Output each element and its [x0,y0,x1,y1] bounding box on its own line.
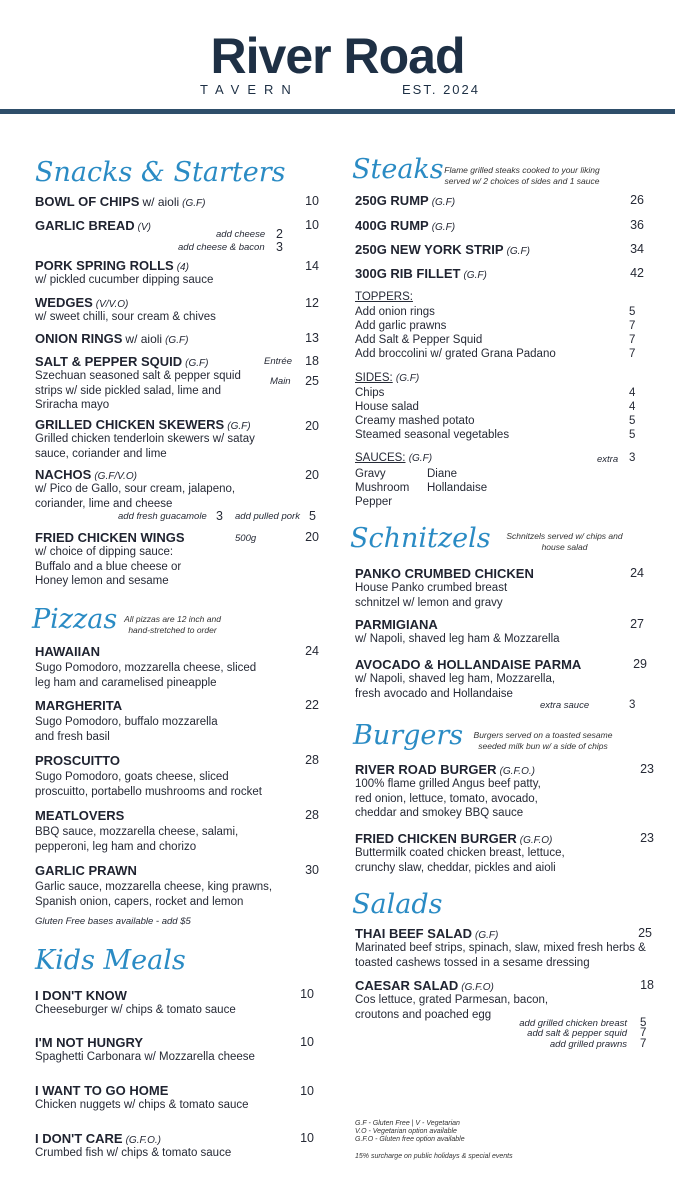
addon-label: add cheese & bacon [178,242,265,253]
sauce-item: Hollandaise [427,482,488,494]
addon-price: 3 [216,509,223,523]
portion-main-label: Main [270,376,291,387]
item-description: Garlic sauce, mozzarella cheese, king prawns, Spanish onion, capers, rocket and lemon [35,881,273,908]
item-kids-meal: I WANT TO GO HOME [35,1083,169,1098]
item-burger: RIVER ROAD BURGER (G.F.O.) [355,762,535,777]
toppers-label: TOPPERS: [355,291,413,303]
item-price: 24 [305,644,319,658]
item-description: 100% flame grilled Angus beef patty, red onion, lettuce, tomato, avocado, cheddar and smokey BBQ sauce [355,778,541,819]
section-title-pizzas: Pizzas [32,604,118,635]
item-pizza: GARLIC PRAWN [35,863,137,878]
side-item: House salad [355,401,419,413]
item-price: 25 [638,926,652,940]
price-garlic-bread: 10 [305,218,319,232]
sauce-item: Diane [427,468,458,480]
topper-price: 7 [629,320,636,332]
item-price: 28 [305,808,319,822]
sides-label: SIDES: (G.F) [355,372,420,384]
item-schnitzel: PANKO CRUMBED CHICKEN [355,566,534,581]
addon-price: 5 [640,1017,647,1029]
side-price: 4 [629,387,636,399]
sauces-label: SAUCES: (G.F) [355,452,433,464]
section-title-snacks: Snacks & Starters [35,157,286,188]
section-title-salads: Salads [352,889,443,920]
item-pizza: PROSCUITTO [35,753,120,768]
addon-price: 7 [640,1038,647,1050]
item-bowl-of-chips: BOWL OF CHIPS w/ aioli (G.F) [35,194,206,209]
item-description: w/ Napoli, shaved leg ham, Mozzarella, fresh avocado and Hollandaise [355,673,556,700]
item-price: 36 [630,218,644,232]
tavern-label: TAVERN [200,82,299,97]
item-pizza: MEATLOVERS [35,808,125,823]
addon-label: add fresh guacamole [118,511,207,522]
sauces-extra-label: extra [597,454,619,465]
gluten-free-note: Gluten Free bases available - add $5 [35,916,191,927]
item-pizza: HAWAIIAN [35,644,100,659]
item-description: w/ Napoli, shaved leg ham & Mozzarella [355,633,560,645]
item-steak: 250G NEW YORK STRIP (G.F) [355,242,530,257]
sauces-extra-price: 3 [629,452,636,464]
portion-weight: 500g [235,533,257,544]
item-description: Spaghetti Carbonara w/ Mozzarella cheese [35,1051,255,1063]
item-description: Sugo Pomodoro, mozzarella cheese, sliced leg ham and caramelised pineapple [35,662,257,689]
topper-item: Add broccolini w/ grated Grana Padano [355,348,556,360]
sauce-item: Gravy [355,468,386,480]
item-pork-spring-rolls: PORK SPRING ROLLS (4) [35,258,189,273]
section-title-kids: Kids Meals [35,945,186,976]
item-fried-chicken-wings: FRIED CHICKEN WINGS [35,530,185,545]
item-kids-meal: I'M NOT HUNGRY [35,1035,144,1050]
item-price: 27 [630,617,644,631]
section-title-burgers: Burgers [353,720,464,751]
side-item: Chips [355,387,385,399]
item-wedges: WEDGES (V/V.O) [35,295,129,310]
item-schnitzel: PARMIGIANA [355,617,438,632]
item-schnitzel: AVOCADO & HOLLANDAISE PARMA [355,657,582,672]
addon-price: 2 [276,227,283,241]
price-nachos: 20 [305,468,319,482]
item-description: w/ choice of dipping sauce: Buffalo and a blue cheese or Honey lemon and sesame [35,546,182,587]
addon-label: add salt & pepper squid [527,1028,627,1039]
item-price: 28 [305,753,319,767]
item-description: Sugo Pomodoro, goats cheese, sliced proscuitto, portabello mushrooms and rocket [35,771,262,798]
item-description: Cos lettuce, grated Parmesan, bacon, croutons and poached egg [355,994,549,1021]
item-price: 34 [630,242,644,256]
item-price: 10 [300,987,314,1001]
addon-label: add grilled chicken breast [519,1018,627,1029]
item-price: 24 [630,566,644,580]
price-squid-entree: 18 [305,354,319,368]
item-price: 22 [305,698,319,712]
price-bowl-of-chips: 10 [305,194,319,208]
item-price: 26 [630,193,644,207]
item-salt-pepper-squid: SALT & PEPPER SQUID (G.F) [35,354,209,369]
topper-item: Add onion rings [355,306,435,318]
price-squid-main: 25 [305,374,319,388]
item-salad: THAI BEEF SALAD (G.F) [355,926,499,941]
item-description: Marinated beef strips, spinach, slaw, mixed fresh herbs & toasted cashews tossed in a sesame dressing [355,942,646,969]
item-price: 10 [300,1035,314,1049]
section-note-steaks: Flame grilled steaks cooked to your liking served w/ 2 choices of sides and 1 sauce [444,165,600,186]
item-kids-meal: I DON'T KNOW [35,988,127,1003]
section-note-pizzas: All pizzas are 12 inch and hand-stretched to order [124,614,221,635]
addon-price: 5 [309,509,316,523]
portion-entree-label: Entrée [264,356,292,367]
item-description: BBQ sauce, mozzarella cheese, salami, pepperoni, leg ham and chorizo [35,826,239,853]
item-description: Buttermilk coated chicken breast, lettuce, crunchy slaw, cheddar, pickles and aioli [355,847,565,874]
item-price: 10 [300,1131,314,1145]
sauce-item: Pepper [355,496,393,508]
item-onion-rings: ONION RINGS w/ aioli (G.F) [35,331,189,346]
side-item: Creamy mashed potato [355,415,475,427]
item-salad: CAESAR SALAD (G.F.O) [355,978,494,993]
item-nachos: NACHOS (G.F/V.O) [35,467,137,482]
item-grilled-chicken-skewers: GRILLED CHICKEN SKEWERS (G.F) [35,417,251,432]
item-description: House Panko crumbed breast schnitzel w/ lemon and gravy [355,582,508,609]
topper-item: Add Salt & Pepper Squid [355,334,483,346]
addon-price: 7 [640,1027,647,1039]
restaurant-name: River Road [210,28,465,84]
item-description: Grilled chicken tenderloin skewers w/ satay sauce, coriander and lime [35,433,255,460]
item-steak: 250G RUMP (G.F) [355,193,456,208]
section-note-schnitzels: Schnitzels served w/ chips and house salad [506,531,623,552]
addon-price: 3 [276,240,283,254]
item-pizza: MARGHERITA [35,698,123,713]
item-description: Crumbed fish w/ chips & tomato sauce [35,1147,232,1159]
item-price: 23 [640,831,654,845]
extra-sauce-label: extra sauce [540,700,590,711]
extra-sauce-price: 3 [629,699,636,711]
item-steak: 300G RIB FILLET (G.F) [355,266,487,281]
addon-label: add cheese [216,229,266,240]
header-divider [0,109,675,114]
sauce-item: Mushroom [355,482,410,494]
topper-item: Add garlic prawns [355,320,447,332]
price-grilled-chicken-skewers: 20 [305,419,319,433]
side-price: 4 [629,401,636,413]
item-price: 18 [640,978,654,992]
item-price: 42 [630,266,644,280]
item-kids-meal: I DON'T CARE (G.F.O.) [35,1131,161,1146]
item-price: 29 [633,657,647,671]
price-onion-rings: 13 [305,331,319,345]
dietary-legend: G.F - Gluten Free | V - Vegetarian [355,1120,460,1127]
item-description: w/ sweet chilli, sour cream & chives [35,311,216,323]
price-pork-spring-rolls: 14 [305,259,319,273]
item-price: 30 [305,863,319,877]
topper-price: 7 [629,334,636,346]
dietary-legend: V.O - Vegetarian option available [355,1128,457,1135]
topper-price: 5 [629,306,636,318]
addon-label: add pulled pork [235,511,300,522]
item-description: Sugo Pomodoro, buffalo mozzarella and fresh basil [35,716,218,743]
item-description: w/ pickled cucumber dipping sauce [35,274,214,286]
topper-price: 7 [629,348,636,360]
section-title-schnitzels: Schnitzels [350,523,491,554]
addon-label: add grilled prawns [549,1039,627,1050]
item-price: 23 [640,762,654,776]
price-fried-chicken-wings: 20 [305,530,319,544]
item-description: w/ Pico de Gallo, sour cream, jalapeno, coriander, lime and cheese [35,483,236,510]
item-garlic-bread: GARLIC BREAD (V) [35,218,152,233]
item-description: Szechuan seasoned salt & pepper squid strips w/ side pickled salad, lime and Sriracha mayo [35,370,241,411]
price-wedges: 12 [305,296,319,310]
established-label: EST. 2024 [402,82,480,97]
side-item: Steamed seasonal vegetables [355,429,510,441]
item-description: Chicken nuggets w/ chips & tomato sauce [35,1099,249,1111]
item-description: Cheeseburger w/ chips & tomato sauce [35,1004,236,1016]
item-price: 10 [300,1084,314,1098]
side-price: 5 [629,429,636,441]
section-title-steaks: Steaks [352,154,444,185]
item-burger: FRIED CHICKEN BURGER (G.F.O) [355,831,553,846]
section-note-burgers: Burgers served on a toasted sesame seeded milk bun w/ a side of chips [473,730,613,751]
dietary-legend: G.F.O - Gluten free option available [355,1136,465,1143]
item-steak: 400G RUMP (G.F) [355,218,456,233]
surcharge-note: 15% surcharge on public holidays & special events [355,1153,513,1160]
side-price: 5 [629,415,636,427]
